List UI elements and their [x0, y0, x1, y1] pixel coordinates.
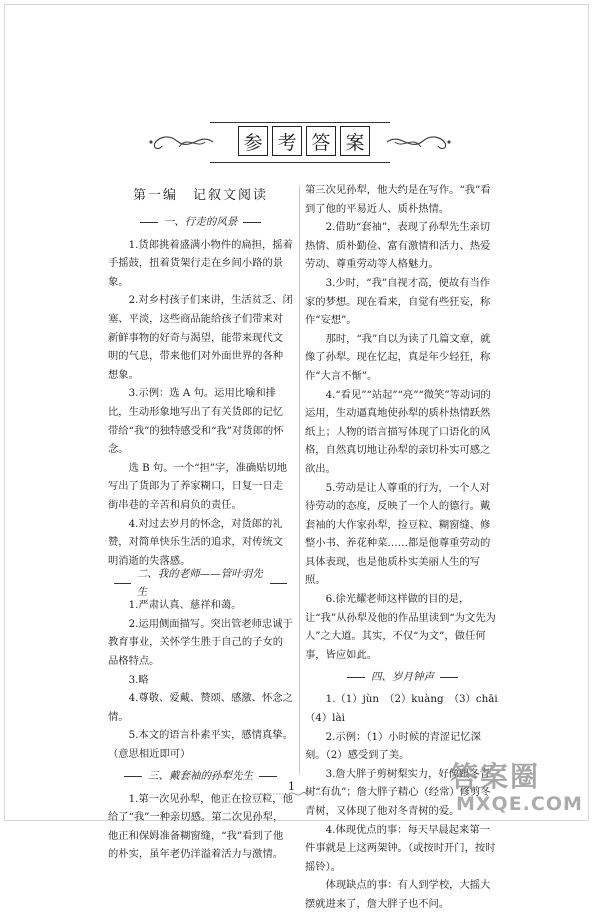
answer-paragraph: 1.（1）jùn （2）kuàng （3）chāi （4）lài: [305, 693, 508, 725]
answer-paragraph: 1.严肃认真、慈祥和蔼。: [128, 599, 242, 612]
answer-paragraph: 2.借助“套袖”，表现了孙犁先生亲切热情、质朴勤俭、富有激情和活力、热爱劳动、尊重劳动等人格魅力。: [305, 221, 491, 271]
banner-char: 参: [238, 126, 268, 156]
right-flourish-ornament: [385, 127, 455, 157]
answer-paragraph: 体现缺点的事：有人到学校，大摇大摆就进来了，詹大胖子也不问。: [305, 879, 491, 910]
banner-char: 答: [306, 126, 336, 156]
section-heading: 四、岁月钟声: [305, 668, 500, 686]
answer-paragraph: 那时，“我”自以为读了几篇文章，就像了孙犁。现在忆起，真是年少轻狂，称作“大言不惭”。: [305, 332, 491, 382]
answer-paragraph: 2.运用侧面描写。突出管老师忠诚于教育事业，关怀学生胜于自己的子女的品格特点。: [108, 617, 293, 668]
answer-paragraph: 1.第一次见孙犁，他正在捡豆粒，他给了“我”一种亲切感。第二次见孙犁，他正和保姆准备糊窗缝，“我”看到了他的朴实，虽年老仍洋溢着活力与激情。: [108, 792, 293, 861]
left-flourish-ornament: [145, 127, 215, 157]
answer-paragraph: 3.詹大胖子剪树梨实力，好像跟冬青树“有仇”；詹大胖子精心（经常）修剪冬青树，又体现了他对冬青树的爱。: [305, 767, 491, 817]
banner-char: 案: [340, 126, 370, 156]
watermark-text: 答案圈: [450, 760, 541, 793]
answer-key-banner: [210, 120, 390, 164]
answer-paragraph: 3.略: [128, 673, 149, 686]
answer-paragraph: 5.劳动是让人尊重的行为，一个人对待劳动的态度，反映了一个人的德行。戴套袖的大作家孙犁，捡豆粒、糊窗缝、修整小书、养花种菜……都是他尊重劳动的具体表现，也是他质朴实美丽人生的写照。: [305, 481, 491, 587]
answer-paragraph: 第三次见孙犁，他大约是在写作。“我”看到了他的平易近人、质朴热情。: [305, 184, 491, 215]
answer-paragraph: 3.示例：选 A 句。运用比喻和排比，生动形象地写出了有关货郎的记忆带给“我”的独特感受和“我”对货郎的怀念。: [108, 387, 284, 456]
answer-paragraph: 6.徐光耀老师这样做的目的是，让“我”从孙犁及他的作品里读到“为文先为人”之大道。其实，不仅“为文”，做任何事，皆应如此。: [305, 593, 496, 661]
answer-paragraph: 3.少时，“我”自视才高，便故有当作家的梦想。现在看来，自觉有些狂妄，称作“妄想”。: [305, 276, 491, 327]
answer-paragraph: 2.对乡村孩子们来讲，生活贫乏、闭塞、平淡，这些商品能给孩子们带来对新鲜事物的好奇与渴望，能带来现代文明的气息，带来他们对外面世界的各种想象。: [108, 294, 293, 381]
section-heading: 三、戴套袖的孙犁先生: [108, 768, 293, 786]
answer-paragraph: 2.示例：（1）小时候的青涩记忆深刻。（2）感受到了美。: [305, 730, 481, 762]
banner-char: 考: [272, 126, 302, 156]
answer-paragraph: 选 B 句。一个“担”字，准确贴切地写出了货郎为了养家糊口，日复一日走街串巷的辛苦和肩负的责任。: [108, 461, 288, 511]
answer-paragraph: 4.尊敬、爱戴、赞颂、感激、怀念之情。: [108, 692, 293, 723]
answer-paragraph: 4.“看见”“站起”“亮”“微笑”等动词的运用，生动逼真地使孙犁的质朴热情跃然纸上；人物的语言描写体现了口语化的风格，自然真切地让孙犁的亲切朴实可感之欲出。: [305, 388, 491, 475]
left-column: [108, 185, 293, 864]
part-title: 第一编 记叙文阅读: [132, 188, 268, 203]
section-heading: 二、我的老师——管叶羽先生: [108, 574, 293, 592]
answer-paragraph: 4.体现优点的事：每天早晨起来第一件事就是上这两架钟。（或按时开门，按时摇铃）。: [305, 823, 496, 873]
answer-paragraph: 1.货郎挑着盛满小物件的扁担，摇着手摇鼓，扭着货架行走在乡间小路的景象。: [108, 238, 293, 288]
site-watermark: [450, 755, 590, 820]
page-number: 1: [288, 780, 295, 793]
answer-paragraph: 4.对过去岁月的怀念，对货郎的礼赞，对简单快乐生活的追求，对传统文明消逝的失落感。: [108, 517, 284, 567]
column-divider: [299, 185, 300, 775]
section-heading: 一、行走的风景: [108, 214, 293, 232]
answer-paragraph: 5.本文的语言朴素平实，感情真挚。（意思相近即可）: [108, 729, 293, 761]
footer-ornament: [255, 790, 340, 798]
watermark-url: MXQE.COM: [456, 793, 583, 815]
